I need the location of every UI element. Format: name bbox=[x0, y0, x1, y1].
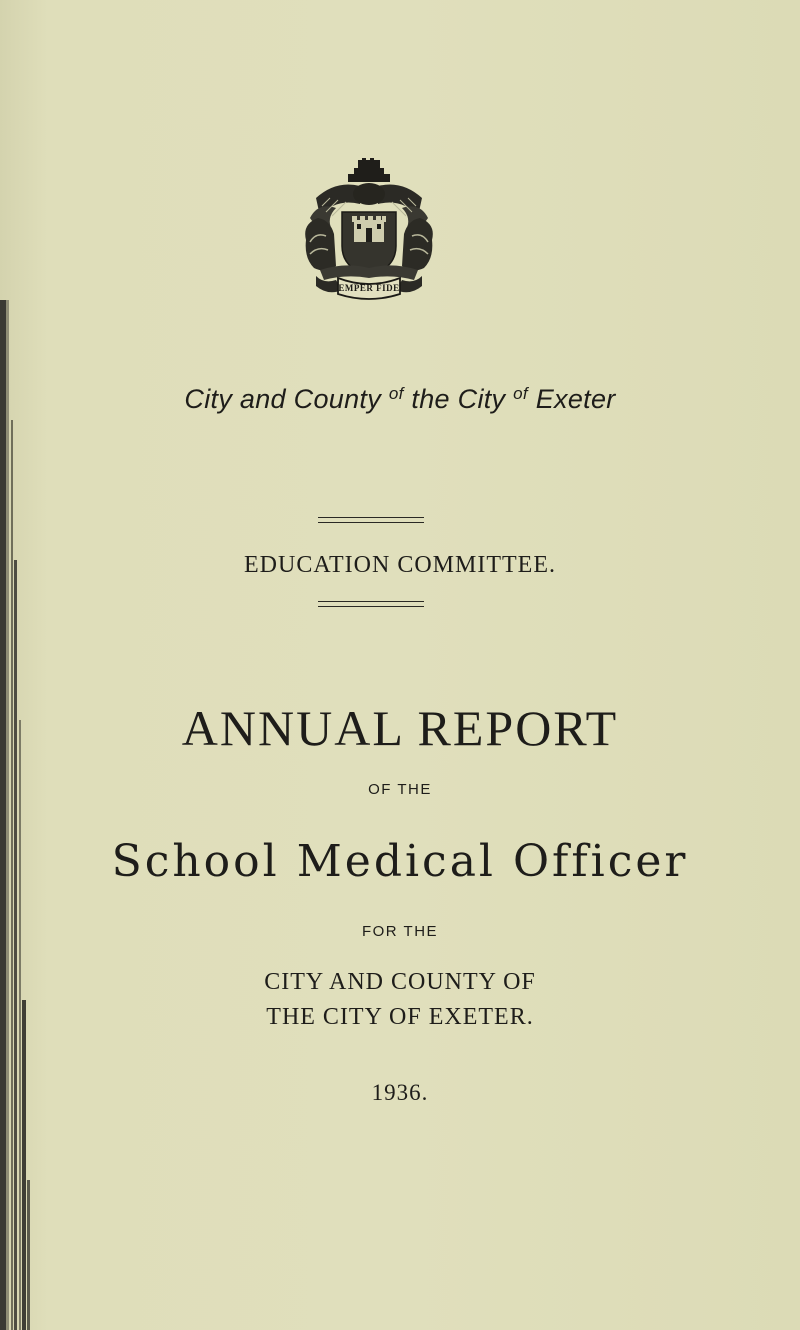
report-subtitle: School Medical Officer bbox=[111, 836, 689, 887]
city-heading-part3: Exeter bbox=[527, 384, 616, 414]
city-heading-part1: City and County bbox=[184, 384, 389, 414]
for-the-label: FOR THE bbox=[361, 923, 439, 940]
city-county-heading bbox=[0, 384, 800, 415]
city-heading-part2: the City bbox=[403, 384, 514, 414]
city-heading-of1: of bbox=[388, 384, 404, 403]
divider-bottom bbox=[318, 601, 424, 607]
divider-top bbox=[318, 517, 424, 523]
binding-edge bbox=[0, 300, 34, 1330]
coat-of-arms-icon bbox=[296, 158, 442, 300]
city-heading-of2: of bbox=[513, 384, 528, 403]
committee-heading: EDUCATION COMMITTEE. bbox=[244, 552, 556, 578]
report-title: ANNUAL REPORT bbox=[181, 700, 619, 756]
city-county-line-1: CITY AND COUNTY OF bbox=[264, 969, 536, 995]
report-year: 1936. bbox=[371, 1080, 429, 1105]
of-the-label: OF THE bbox=[368, 781, 432, 798]
motto-text: EMPER FIDE bbox=[338, 283, 400, 293]
city-county-line-2: THE CITY OF EXETER. bbox=[266, 1004, 534, 1030]
